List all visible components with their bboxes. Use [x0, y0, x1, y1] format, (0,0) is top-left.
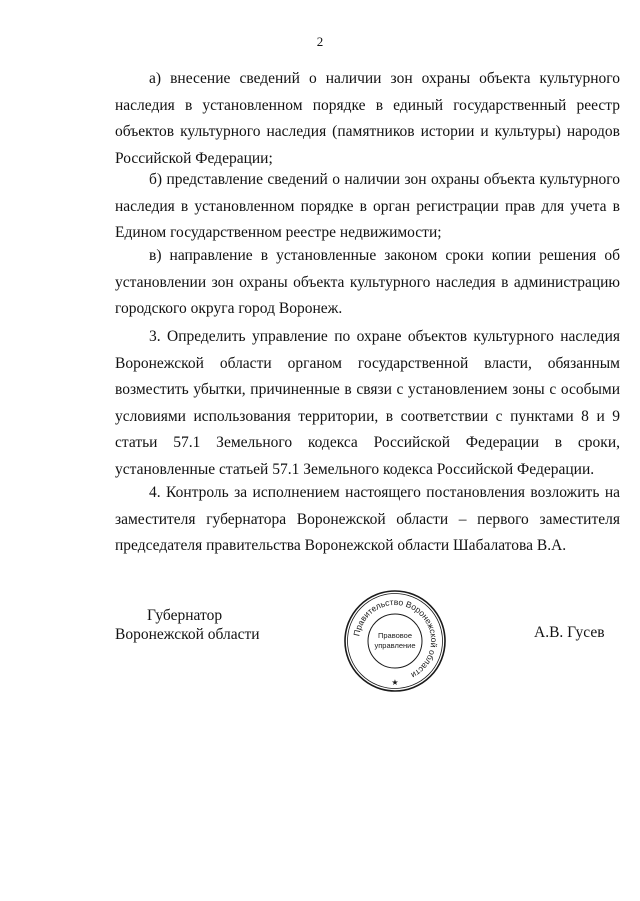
paragraph-v: в) направление в установленные законом сроки копии решения об установлении зон охраны объекта культурного наследия в администрацию городского округа город Воронеж.: [115, 247, 620, 317]
stamp-star-icon: ★: [391, 678, 399, 687]
paragraph-a: а) внесение сведений о наличии зон охраны объекта культурного наследия в установленном порядке в единый государственный реестр объектов культурного наследия (памятников истории и культуры) народов Российской Федерации;: [115, 70, 620, 167]
stamp-outer-text: Правительство Воронежской области: [351, 596, 440, 681]
stamp-inner-line2: управление: [374, 641, 416, 650]
signatory-name: А.В. Гусев: [534, 624, 605, 641]
stamp-inner-line1: Правовое: [377, 631, 413, 640]
signatory-block: [115, 606, 260, 644]
paragraph-4: 4. Контроль за исполнением настоящего постановления возложить на заместителя губернатора Воронежской области – первого заместителя председателя правительства Воронежской области Шабалатова В.А.: [115, 484, 620, 554]
official-stamp: [343, 589, 447, 693]
signatory-region: Воронежской области: [115, 626, 260, 643]
signatory-title: Губернатор: [147, 607, 223, 624]
paragraph-3: 3. Определить управление по охране объектов культурного наследия Воронежской области органом государственной власти, обязанным возместить убытки, причиненные в связи с установлением зоны с особыми условиями использования территории, в соответствии с пунктами 8 и 9 статьи 57.1 Земельного кодекса Российской Федерации в сроки, установленные статьей 57.1 Земельного кодекса Российской Федерации.: [115, 328, 620, 478]
paragraph-b: б) представление сведений о наличии зон охраны объекта культурного наследия в установленном порядке в орган регистрации прав для учета в Едином государственном реестре недвижимости;: [115, 171, 620, 241]
page-number: 2: [316, 34, 324, 49]
stamp-graphic: [343, 589, 447, 693]
